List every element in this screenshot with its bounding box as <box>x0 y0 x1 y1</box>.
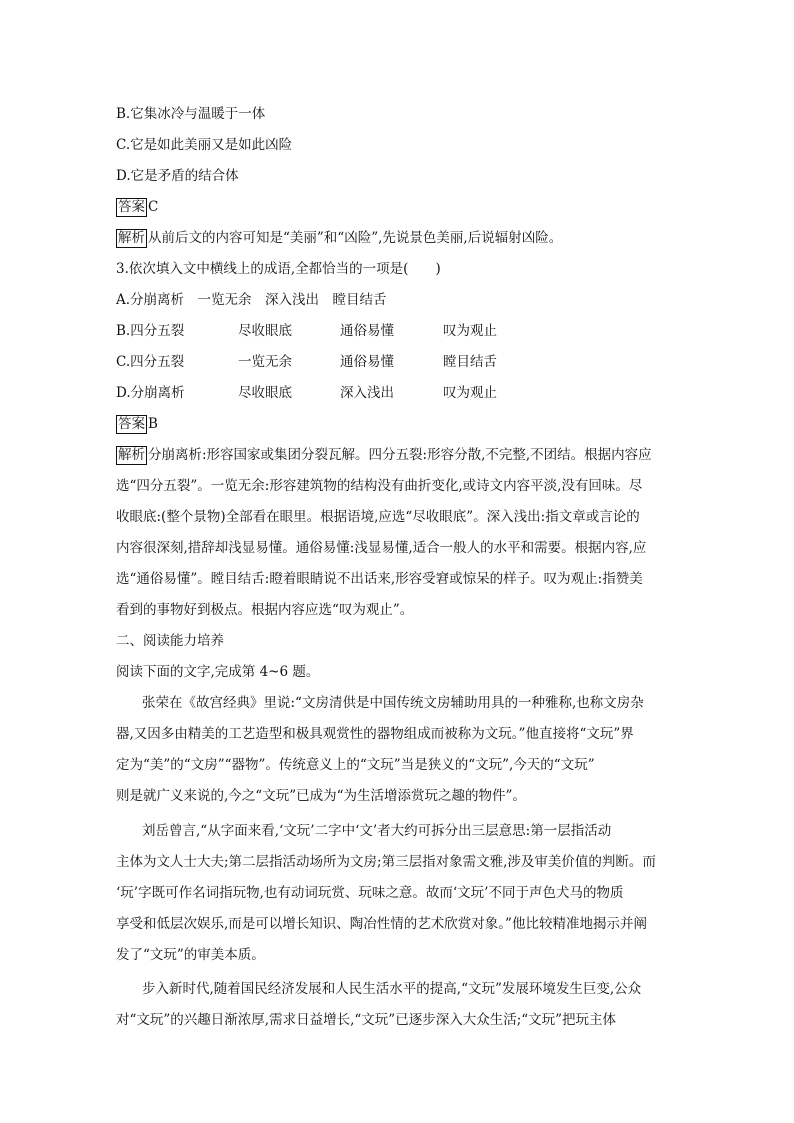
passage-line: 张荣在《故宫经典》里说:“文房清供是中国传统文房辅助用具的一种雅称,也称文房杂 <box>142 695 644 711</box>
option-word: C.四分五裂 <box>116 354 185 370</box>
passage-line: 对“文玩”的兴趣日渐浓厚,需求日益增长,“文玩”已逐步深入大众生活;“文玩”把玩主体 <box>116 1012 617 1028</box>
analysis-line: 选“四分五裂”。一览无余:形容建筑物的结构没有曲折变化,或诗文内容平淡,没有回味。尽 <box>116 478 643 494</box>
option-word: 瞠目结舌 <box>443 354 497 370</box>
option-word: 叹为观止 <box>443 323 497 339</box>
option-word: 一览无余 <box>238 354 292 370</box>
q3-option-a: A.分崩离析 一览无余 深入浅出 瞠目结舌 <box>116 292 387 308</box>
passage-line: 刘岳曾言,“从字面来看,‘文玩’二字中‘文’者大约可拆分出三层意思:第一层指活动 <box>142 823 612 839</box>
analysis-line: 选“通俗易懂”。瞠目结舌:瞪着眼睛说不出话来,形容受窘或惊呆的样子。叹为观止:指赞美 <box>116 571 643 587</box>
passage-line: 主体为文人士大夫;第二层指活动场所为文房;第三层指对象需文雅,涉及审美价值的判断。而 <box>116 854 656 870</box>
answer-value: C <box>148 199 159 215</box>
option-d: D.它是矛盾的结合体 <box>116 168 239 184</box>
analysis-label: 解析 <box>118 230 145 246</box>
analysis-line: 内容很深刻,措辞却浅显易懂。通俗易懂:浅显易懂,适合一般人的水平和需要。根据内容,应 <box>116 540 647 556</box>
answer-label: 答案 <box>118 416 145 432</box>
analysis-row-q2 <box>116 228 562 248</box>
option-word: 通俗易懂 <box>340 323 394 339</box>
option-word: 尽收眼底 <box>238 323 292 339</box>
question-3-stem: 3.依次填入文中横线上的成语,全都恰当的一项是( ) <box>116 261 441 277</box>
option-word: B.四分五裂 <box>116 323 185 339</box>
option-word: 深入浅出 <box>340 385 394 401</box>
option-word: 通俗易懂 <box>340 354 394 370</box>
analysis-line: 收眼底:(整个景物)全部看在眼里。根据语境,应选“尽收眼底”。深入浅出:指文章或言论的 <box>116 509 640 525</box>
passage-line: 定为“美”的“文房”“器物”。传统意义上的“文玩”当是狭义的“文玩”,今天的“文玩” <box>116 757 595 773</box>
option-word: D.分崩离析 <box>116 385 185 401</box>
option-word: 尽收眼底 <box>238 385 292 401</box>
analysis-line: 分崩离析:形容国家或集团分裂瓦解。四分五裂:形容分散,不完整,不团结。根据内容应 <box>148 447 652 463</box>
answer-value: B <box>148 416 158 432</box>
option-c: C.它是如此美丽又是如此凶险 <box>116 137 293 153</box>
answer-row-q3 <box>116 414 158 434</box>
passage-line: 器,又因多由精美的工艺造型和极具观赏性的器物组成而被称为文玩。”他直接将“文玩”界 <box>116 726 634 742</box>
answer-label: 答案 <box>118 199 145 215</box>
reading-instruction: 阅读下面的文字,完成第 4~6 题。 <box>116 664 320 680</box>
analysis-line: 看到的事物好到极点。根据内容应选“叹为观止”。 <box>116 602 414 618</box>
analysis-label: 解析 <box>118 447 145 463</box>
section-heading: 二、阅读能力培养 <box>116 633 224 649</box>
option-b: B.它集冰冷与温暖于一体 <box>116 106 266 122</box>
passage-line: 享受和低层次娱乐,而是可以增长知识、陶冶性情的艺术欣赏对象。”他比较精准地揭示并阐 <box>116 916 647 932</box>
analysis-row-q3 <box>116 445 652 465</box>
passage-line: 发了“文玩”的审美本质。 <box>116 947 265 963</box>
answer-row-q2 <box>116 197 158 217</box>
passage-line: ‘玩’字既可作名词指玩物,也有动词玩赏、玩味之意。故而‘文玩’不同于声色犬马的物质 <box>116 885 624 901</box>
passage-line: 则是就广义来说的,今之“文玩”已成为“为生活增添赏玩之趣的物件”。 <box>116 788 526 804</box>
analysis-text: 从前后文的内容可知是“美丽”和“凶险”,先说景色美丽,后说辐射凶险。 <box>148 230 563 246</box>
passage-line: 步入新时代,随着国民经济发展和人民生活水平的提高,“文玩”发展环境发生巨变,公众 <box>142 981 642 997</box>
option-word: 叹为观止 <box>443 385 497 401</box>
